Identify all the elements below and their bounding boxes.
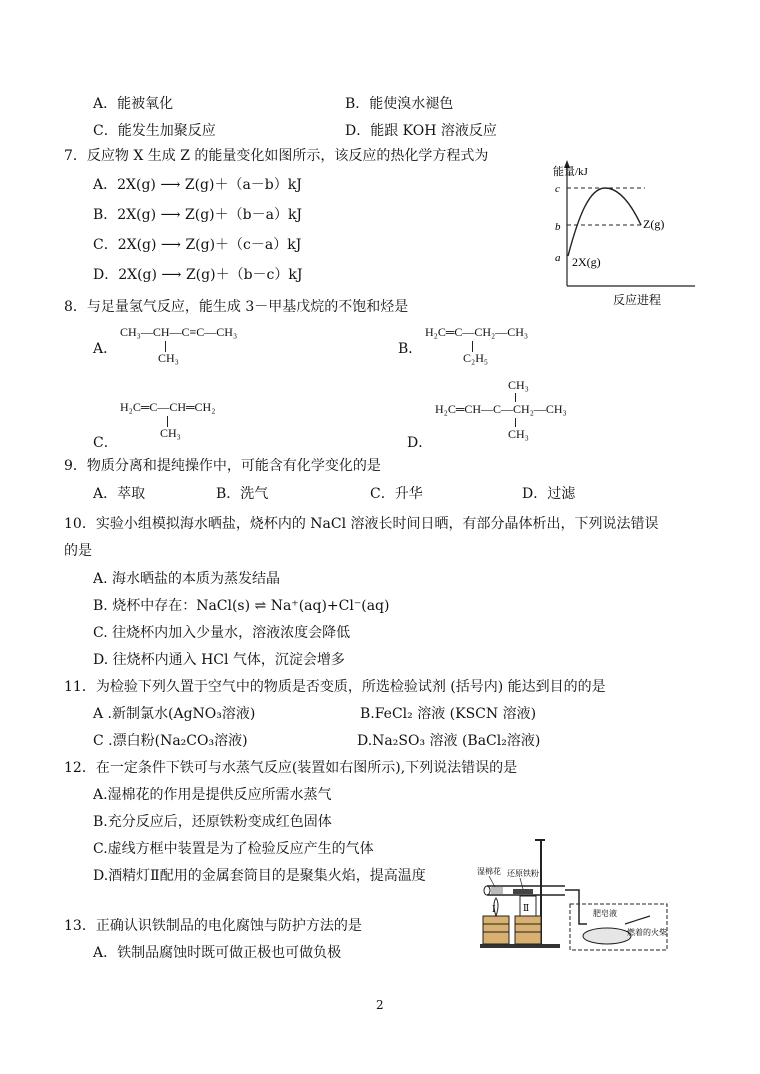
q11-option-c: C .漂白粉(Na₂CO₃溶液) xyxy=(93,733,248,749)
energy-diagram xyxy=(545,158,705,308)
wet-cotton-label: 湿棉花 xyxy=(477,867,501,876)
q7-option-d: D．2X(g) ⟶ Z(g)＋（b－c）kJ xyxy=(93,267,303,283)
q8-c-structure xyxy=(120,400,280,445)
q11-option-b: B.FeCl₂ 溶液 (KSCN 溶液) xyxy=(360,706,537,722)
q10-option-d: D. 往烧杯内通入 HCl 气体，沉淀会增多 xyxy=(93,652,345,668)
q8-stem: 8．与足量氢气反应，能生成 3－甲基戊烷的不饱和烃是 xyxy=(64,299,409,315)
q8-b-label: B． xyxy=(398,341,423,357)
q8-d-sub: CH₃ xyxy=(508,427,529,441)
q10-option-c: C. 往烧杯内加入少量水，溶液浓度会降低 xyxy=(93,625,351,641)
q6-option-d: D．能跟 KOH 溶液反应 xyxy=(345,123,497,139)
q9-option-d: D．过滤 xyxy=(522,486,576,502)
q10-option-a: A. 海水晒盐的本质为蒸发结晶 xyxy=(93,571,281,587)
lamp-2-label: Ⅱ xyxy=(523,903,530,913)
q12-option-b: B.充分反应后，还原铁粉变成红色固体 xyxy=(93,814,332,830)
q8-b-main: H₂C═C—CH₂—CH₃ xyxy=(425,325,529,339)
lamp-1-label: Ⅰ xyxy=(492,904,496,914)
q8-c-label: C． xyxy=(93,435,118,451)
energy-b-label: b xyxy=(555,221,561,233)
q8-d-top: CH₃ xyxy=(508,378,529,392)
q8-b-structure xyxy=(425,325,585,370)
q8-c-sub: CH₃ xyxy=(160,426,181,440)
q9-option-b: B．洗气 xyxy=(216,486,269,502)
q8-d-main: H₂C═CH—C—CH₂—CH₃ xyxy=(435,402,567,416)
iron-steam-apparatus xyxy=(475,832,670,952)
q12-option-a: A.湿棉花的作用是提供反应所需水蒸气 xyxy=(93,787,332,803)
burning-match-label: 燃着的火柴 xyxy=(627,928,667,937)
energy-ylabel: 能量/kJ xyxy=(553,166,588,178)
q8-a-sub: CH₃ xyxy=(158,351,179,365)
q12-option-c: C.虚线方框中装置是为了检验反应产生的气体 xyxy=(93,841,374,857)
q11-option-a: A .新制氯水(AgNO₃溶液) xyxy=(93,706,256,722)
q7-option-b: B．2X(g) ⟶ Z(g)＋（b－a）kJ xyxy=(93,207,303,223)
q7-option-a: A．2X(g) ⟶ Z(g)＋（a－b）kJ xyxy=(93,177,302,193)
q8-b-sub: C₂H₅ xyxy=(463,351,489,365)
energy-product-label: Z(g) xyxy=(643,217,665,231)
q12-option-d: D.酒精灯Ⅱ配用的金属套筒目的是聚集火焰，提高温度 xyxy=(93,868,426,884)
q9-option-a: A．萃取 xyxy=(93,486,146,502)
q8-a-label: A． xyxy=(93,341,118,357)
q12-stem: 12．在一定条件下铁可与水蒸气反应(装置如右图所示),下列说法错误的是 xyxy=(64,760,518,776)
q9-option-c: C．升华 xyxy=(370,486,423,502)
q8-a-main: CH₃—CH—C≡C—CH₃ xyxy=(120,325,238,339)
q13-stem: 13．正确认识铁制品的电化腐蚀与防护方法的是 xyxy=(64,918,362,934)
energy-a-label: a xyxy=(555,252,561,264)
q8-d-label: D． xyxy=(407,435,433,451)
q8-a-structure xyxy=(120,325,280,370)
page-number: 2 xyxy=(376,998,384,1012)
q7-stem: 7．反应物 X 生成 Z 的能量变化如图所示，该反应的热化学方程式为 xyxy=(64,148,489,164)
q9-stem: 9．物质分离和提纯操作中，可能含有化学变化的是 xyxy=(64,458,381,474)
energy-reactant-label: 2X(g) xyxy=(572,255,601,269)
q6-option-a: A．能被氧化 xyxy=(93,96,174,112)
q8-d-structure xyxy=(435,378,615,448)
q10-stem-line1: 10．实验小组模拟海水晒盐，烧杯内的 NaCl 溶液长时间日晒，有部分晶体析出，下列说法错误 xyxy=(64,516,659,532)
energy-xlabel: 反应进程 xyxy=(613,293,662,307)
q13-option-a: A．铁制品腐蚀时既可做正极也可做负极 xyxy=(93,945,342,961)
q7-option-c: C．2X(g) ⟶ Z(g)＋（c－a）kJ xyxy=(93,237,302,253)
q10-option-b: B. 烧杯中存在：NaCl(s) ⇌ Na⁺(aq)+Cl⁻(aq) xyxy=(93,598,390,614)
q10-stem-line2: 的是 xyxy=(64,543,92,559)
q11-stem: 11．为检验下列久置于空气中的物质是否变质，所选检验试剂 (括号内) 能达到目的的是 xyxy=(64,679,606,695)
energy-c-label: c xyxy=(555,183,560,195)
q6-option-b: B．能使溴水褪色 xyxy=(345,96,454,112)
q6-option-c: C．能发生加聚反应 xyxy=(93,123,216,139)
q8-c-main: H₂C═C—CH═CH₂ xyxy=(120,400,216,414)
soap-solution-label: 肥皂液 xyxy=(593,909,617,918)
iron-powder-label: 还原铁粉 xyxy=(507,869,539,878)
q11-option-d: D.Na₂SO₃ 溶液 (BaCl₂溶液) xyxy=(357,733,541,749)
